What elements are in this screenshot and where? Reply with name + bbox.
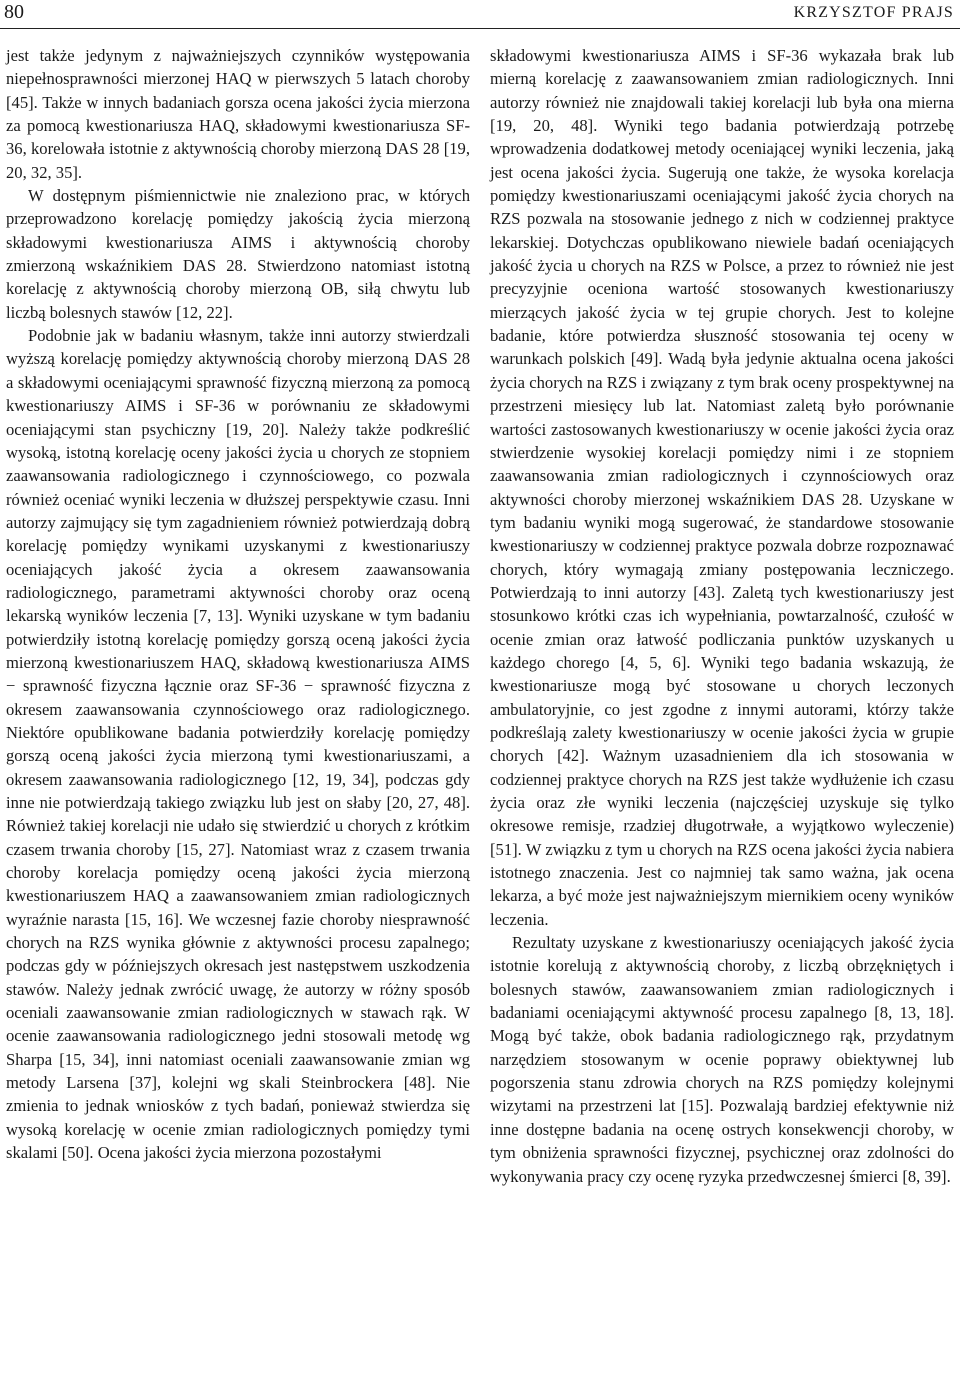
paragraph: Podobnie jak w badaniu własnym, także inni autorzy stwierdzali wyższą korelację pomiędzy aktywnością choroby mierzoną DAS 28 a składowymi oceniającymi sprawność fizyczną mierzoną za pomocą kwestionariuszy AIMS i SF-36 w porównaniu ze składowymi oceniającymi stan psychiczny [19, 20]. Należy także podkreślić wysoką, istotną korelację oceny jakości życia u chorych ze stopniem zaawansowania radiologicznego i czynnościowego, co pozwala również oceniać wyniki leczenia w dłuższej perspektywie czasu. Inni autorzy zajmujący się tym zagadnieniem również potwierdzają dobrą korelację pomiędzy wynikami uzyskanymi z kwestionariuszy oceniających jakość życia a okresem zaawansowania radiologicznego, parametrami aktywności choroby oraz oceną lekarską wyników leczenia [7, 13]. Wyniki uzyskane w tym badaniu potwierdziły istotną korelację pomiędzy gorszą oceną jakości życia mierzoną kwestionariuszem HAQ, składową kwestionariusza AIMS − sprawność fizyczna łącznie oraz SF-36 − sprawność fizyczna z okresem zaawansowania czynnościowego oraz radiologicznego. Niektóre opublikowane badania potwierdziły korelację pomiędzy gorszą oceną jakości życia mierzoną tymi kwestionariuszami, a okresem zaawansowania radiologicznego [12, 19, 34], podczas gdy inne nie potwierdzają takiego związku lub jest on słaby [20, 27, 48]. Również takiej korelacji nie udało się stwierdzić u chorych z krótkim czasem trwania choroby [15, 27]. Natomiast wraz z czasem trwania choroby korelacja pomiędzy oceną jakości życia mierzoną kwestionariuszem HAQ a zaawansowaniem zmian radiologicznych wyraźnie narasta [15, 16]. We wczesnej fazie choroby niesprawność chorych na RZS wynika głównie z aktywności procesu zapalnego; podczas gdy w późniejszych okresach jest następstwem uszkodzenia stawów. Należy jednak zwrócić uwagę, że autorzy w różny sposób oceniali zaawansowanie zmian radiologicznych w stawach rąk. W ocenie zaawansowania radiologicznego jedni stosowali metodę wg Sharpa [15, 34], inni natomiast oceniali zaawansowanie zmian wg metody Larsena [37], kolejni wg skali Steinbrockera [48]. Nie zmienia to jednak wniosków z tych badań, ponieważ stwierdza się wysoką korelację w ocenie zmian radiologicznych pomiędzy tymi skalami [50]. Ocena jakości życia mierzona pozostałymi <box>6 326 470 1163</box>
right-column <box>490 44 954 1188</box>
page-header <box>0 0 960 34</box>
left-column <box>6 44 470 1165</box>
header-rule <box>0 28 960 29</box>
running-head-author: KRZYSZTOF PRAJS <box>793 4 954 21</box>
paragraph: W dostępnym piśmiennictwie nie znaleziono prac, w których przeprowadzono korelację pomiędzy jakością życia mierzoną składowymi kwestionariusza AIMS i aktywnością choroby zmierzoną wskaźnikiem DAS 28. Stwierdzono natomiast istotną korelację z aktywnością choroby mierzoną OB, siłą chwytu lub liczbą bolesnych stawów [12, 22]. <box>6 186 470 322</box>
paragraph: składowymi kwestionariusza AIMS i SF-36 wykazała brak lub mierną korelację z zaawansowaniem zmian radiologicznych. Inni autorzy również nie znajdowali takiej korelacji lub była ona mierna [19, 20, 48]. Wyniki tego badania potwierdzają potrzebę wprowadzenia dodatkowej metody oceniającej wyniki leczenia, jaką jest ocena jakości życia. Sugerują one także, że wysoka korelacja pomiędzy kwestionariuszami oceniającymi jakość życia chorych na RZS pozwala na stosowanie jednego z nich w codziennej praktyce lekarskiej. Dotychczas opublikowano niewiele badań oceniających jakość życia u chorych na RZS w Polsce, a przez to również nie jest precyzyjnie oceniona wartość stosowanych kwestionariuszy mierzących jakość życia w tej grupie chorych. Jest to kolejne badanie, które potwierdza słuszność stosowania tej oceny w warunkach polskich [49]. Wadą była jedynie aktualna ocena jakości życia chorych na RZS i związany z tym brak oceny prospektywnej na przestrzeni miesięcy lub lat. Natomiast zaletą było porównanie wartości zastosowanych kwestionariuszy w ocenie jakości życia oraz stwierdzenie wysokiej korelacji pomiędzy nimi i ze stopniem zaawansowania zmian radiologicznych i czynnościowych oraz aktywności choroby mierzonej wskaźnikiem DAS 28. Uzyskane w tym badaniu wyniki mogą sugerować, że standardowe stosowanie kwestionariuszy w codziennej praktyce pozwala dobrze rozpoznawać chorych, który wymagają zmiany postępowania leczniczego. Potwierdzają to inni autorzy [43]. Zaletą tych kwestionariuszy jest stosunkowo krótki czas ich wypełniania, powtarzalność, czułość w ocenie zmian oraz łatwość podliczania punktów uzyskanych u każdego chorego [4, 5, 6]. Wyniki tego badania wskazują, że kwestionariusze mogą być stosowane u chorych leczonych ambulatoryjnie, co jest zgodne z innymi autorami, którzy także podkreślają zalety kwestionariuszy w ocenie jakości życia w grupie chorych [42]. Ważnym uzasadnieniem dla ich stosowania w codziennej praktyce chorych na RZS jest także wydłużenie ich czasu życia oraz złe wyniki leczenia (najczęściej uzyskuje się tylko okresowe remisje, rzadziej długotrwałe, a wyjątkowo wyleczenie) [51]. W związku z tym u chorych na RZS ocena jakości życia nabiera istotnego znaczenia. Jest co najmniej tak samo ważna, jak ocena lekarza, a być może jest najważniejszym miernikiem oceny wyników leczenia. <box>490 46 954 929</box>
page-number: 80 <box>4 1 24 23</box>
paragraph: jest także jedynym z najważniejszych czynników występowania niepełnosprawności mierzonej HAQ w pierwszych 5 latach choroby [45]. Także w innych badaniach gorsza ocena jakości życia mierzona za pomocą kwestionariusza HAQ, składowymi kwestionariusza SF-36, korelowała istotnie z aktywnością choroby mierzoną DAS 28 [19, 20, 32, 35]. <box>6 46 470 182</box>
paragraph: Rezultaty uzyskane z kwestionariuszy oceniających jakość życia istotnie korelują z aktywnością choroby, z liczbą obrzękniętych i bolesnych stawów, zaawansowaniem zmian radiologicznych i badaniami oceniającymi aktywność procesu zapalnego [8, 13, 18]. Mogą być także, obok badania radiologicznego rąk, przydatnym narzędziem stosowanym w ocenie poprawy obiektywnej lub pogorszenia stanu zdrowia chorych na RZS pomiędzy kolejnymi wizytami na przestrzeni lat [15]. Pozwalają bardziej efektywnie niż inne dostępne badania na ocenę ostrych konsekwencji choroby, w tym obniżenia sprawności fizycznej, psychicznej oraz zdolności do wykonywania pracy czy ocenę ryzyka przedwczesnej śmierci [8, 39]. <box>490 933 954 1186</box>
